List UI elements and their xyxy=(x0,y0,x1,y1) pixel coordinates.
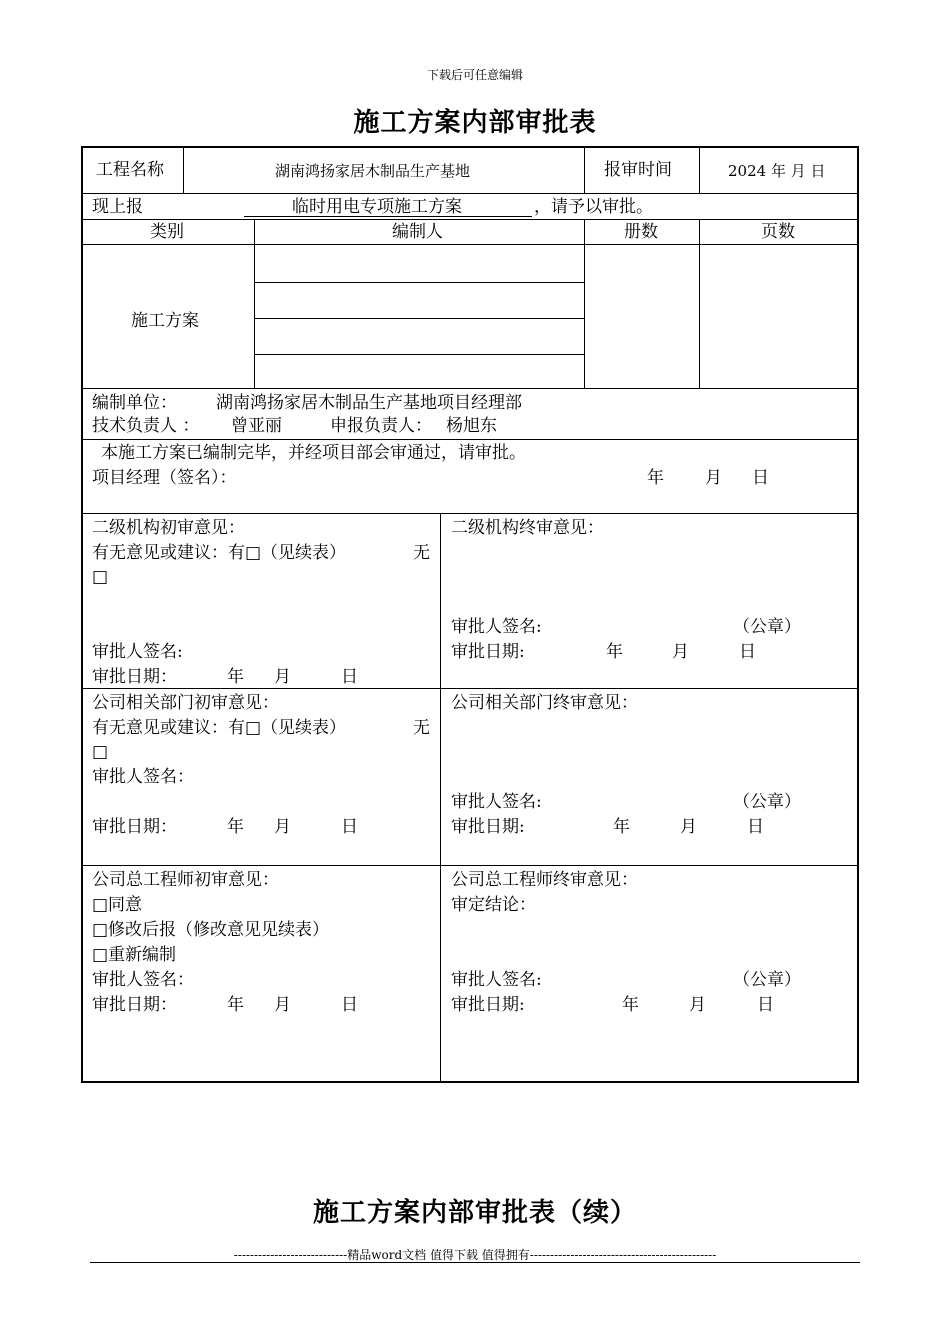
sec3-right-day: 日 xyxy=(757,995,774,1015)
statement-text: 本施工方案已编制完毕，并经项目部会审通过，请审批。 xyxy=(101,443,526,463)
row-divider xyxy=(254,354,584,355)
sec2-right-seal: （公章） xyxy=(733,792,801,812)
sec3-right-sign: 审批人签名: xyxy=(451,970,542,990)
row-divider xyxy=(82,865,859,866)
footer-rule xyxy=(90,1262,860,1263)
report-lead-value: 杨旭东 xyxy=(446,416,497,436)
report-lead-label: 申报负责人： xyxy=(330,416,432,436)
col-divider xyxy=(584,147,585,193)
sec2-right-year: 年 xyxy=(613,817,630,837)
sec2-left-none: 无 xyxy=(413,718,430,738)
unit-label: 编制单位： xyxy=(92,393,177,413)
report-time-value: 2024 年 月 日 xyxy=(728,162,826,180)
sec2-left-title: 公司相关部门初审意见： xyxy=(92,693,279,713)
continued-title: 施工方案内部审批表（续） xyxy=(312,1198,637,1228)
sec2-right-sign: 审批人签名: xyxy=(451,792,542,812)
project-name-label: 工程名称 xyxy=(96,160,164,180)
row-divider xyxy=(254,282,584,283)
sec2-left-day: 日 xyxy=(341,817,358,837)
sec3-left-sign: 审批人签名： xyxy=(92,970,194,990)
sec3-right-conclusion: 审定结论： xyxy=(451,895,536,915)
sec3-right-seal: （公章） xyxy=(733,970,801,990)
sec2-left-year: 年 xyxy=(227,817,244,837)
row-divider xyxy=(82,219,859,220)
statement-month: 月 xyxy=(705,468,722,488)
sec2-right-title: 公司相关部门终审意见： xyxy=(451,693,638,713)
sec2-right-day: 日 xyxy=(747,817,764,837)
sec2-right-month: 月 xyxy=(680,817,697,837)
option-revise[interactable]: □修改后报（修改意见见续表） xyxy=(92,920,330,940)
col-divider xyxy=(183,147,184,193)
sec1-right-date: 审批日期: xyxy=(451,642,525,662)
sec3-right-date: 审批日期: xyxy=(451,995,525,1015)
row-divider xyxy=(82,688,859,689)
col-header-author: 编制人 xyxy=(392,222,443,242)
col-header-volumes: 册数 xyxy=(624,222,658,242)
statement-day: 日 xyxy=(752,468,769,488)
sec1-right-title: 二级机构终审意见： xyxy=(451,518,604,538)
row-divider xyxy=(82,388,859,389)
category-value: 施工方案 xyxy=(131,311,199,331)
sec3-left-day: 日 xyxy=(341,995,358,1015)
sec1-left-month: 月 xyxy=(274,667,291,687)
sec1-right-day: 日 xyxy=(739,642,756,662)
header-note: 下载后可任意编辑 xyxy=(426,68,523,82)
sec1-right-year: 年 xyxy=(606,642,623,662)
sec3-left-date: 审批日期： xyxy=(92,995,177,1015)
row-divider xyxy=(82,193,859,194)
sec1-right-month: 月 xyxy=(672,642,689,662)
submitted-plan-name: 临时用电专项施工方案 xyxy=(292,197,462,217)
manager-sign-label: 项目经理（签名）： xyxy=(92,468,237,488)
sec2-left-date: 审批日期： xyxy=(92,817,177,837)
sec2-left-month: 月 xyxy=(274,817,291,837)
sec1-left-checkbox: □ xyxy=(92,567,109,587)
option-agree[interactable]: □同意 xyxy=(92,895,143,915)
option-recompile[interactable]: □重新编制 xyxy=(92,945,177,965)
sec3-left-title: 公司总工程师初审意见： xyxy=(92,870,279,890)
col-divider xyxy=(440,513,441,1083)
sec1-right-seal: （公章） xyxy=(733,617,801,637)
row-divider xyxy=(82,513,859,514)
sec3-right-year: 年 xyxy=(622,995,639,1015)
sec1-left-day: 日 xyxy=(341,667,358,687)
page-title: 施工方案内部审批表 xyxy=(353,108,597,138)
row-divider xyxy=(254,318,584,319)
col-divider xyxy=(584,219,585,388)
col-header-pages: 页数 xyxy=(761,222,795,242)
unit-value: 湖南鸿扬家居木制品生产基地项目经理部 xyxy=(216,393,522,413)
sec1-left-question: 有无意见或建议：有□（见续表） xyxy=(92,543,347,563)
project-name-value: 湖南鸿扬家居木制品生产基地 xyxy=(275,162,471,180)
approval-form-table xyxy=(81,146,859,1083)
sec3-right-month: 月 xyxy=(689,995,706,1015)
report-time-label: 报审时间 xyxy=(604,160,672,180)
sec1-left-date: 审批日期： xyxy=(92,667,177,687)
col-divider xyxy=(254,219,255,388)
tech-lead-value: 曾亚丽 xyxy=(231,416,282,436)
submit-suffix: ，请予以审批。 xyxy=(534,197,653,217)
sec1-right-sign: 审批人签名: xyxy=(451,617,542,637)
sec2-left-sign: 审批人签名： xyxy=(92,767,194,787)
col-divider xyxy=(699,219,700,388)
tech-lead-label: 技术负责人 ： xyxy=(92,416,200,436)
plan-underline xyxy=(244,216,532,217)
sec1-left-year: 年 xyxy=(227,667,244,687)
sec1-left-title: 二级机构初审意见： xyxy=(92,518,245,538)
submit-prefix: 现上报 xyxy=(92,197,143,217)
statement-year: 年 xyxy=(647,468,664,488)
row-divider xyxy=(82,439,859,440)
sec3-left-month: 月 xyxy=(274,995,291,1015)
sec3-left-year: 年 xyxy=(227,995,244,1015)
sec2-left-checkbox: □ xyxy=(92,742,109,762)
col-header-category: 类别 xyxy=(150,222,184,242)
col-divider xyxy=(699,147,700,193)
sec1-left-none: 无 xyxy=(413,543,430,563)
sec2-left-question: 有无意见或建议：有□（见续表） xyxy=(92,718,347,738)
sec3-right-title: 公司总工程师终审意见： xyxy=(451,870,638,890)
sec2-right-date: 审批日期: xyxy=(451,817,525,837)
sec1-left-sign: 审批人签名: xyxy=(92,642,183,662)
footer-note: ----------------------------精品word文档 值得下载 值得拥有---------------------------------------------- xyxy=(233,1248,717,1262)
row-divider xyxy=(82,244,859,245)
